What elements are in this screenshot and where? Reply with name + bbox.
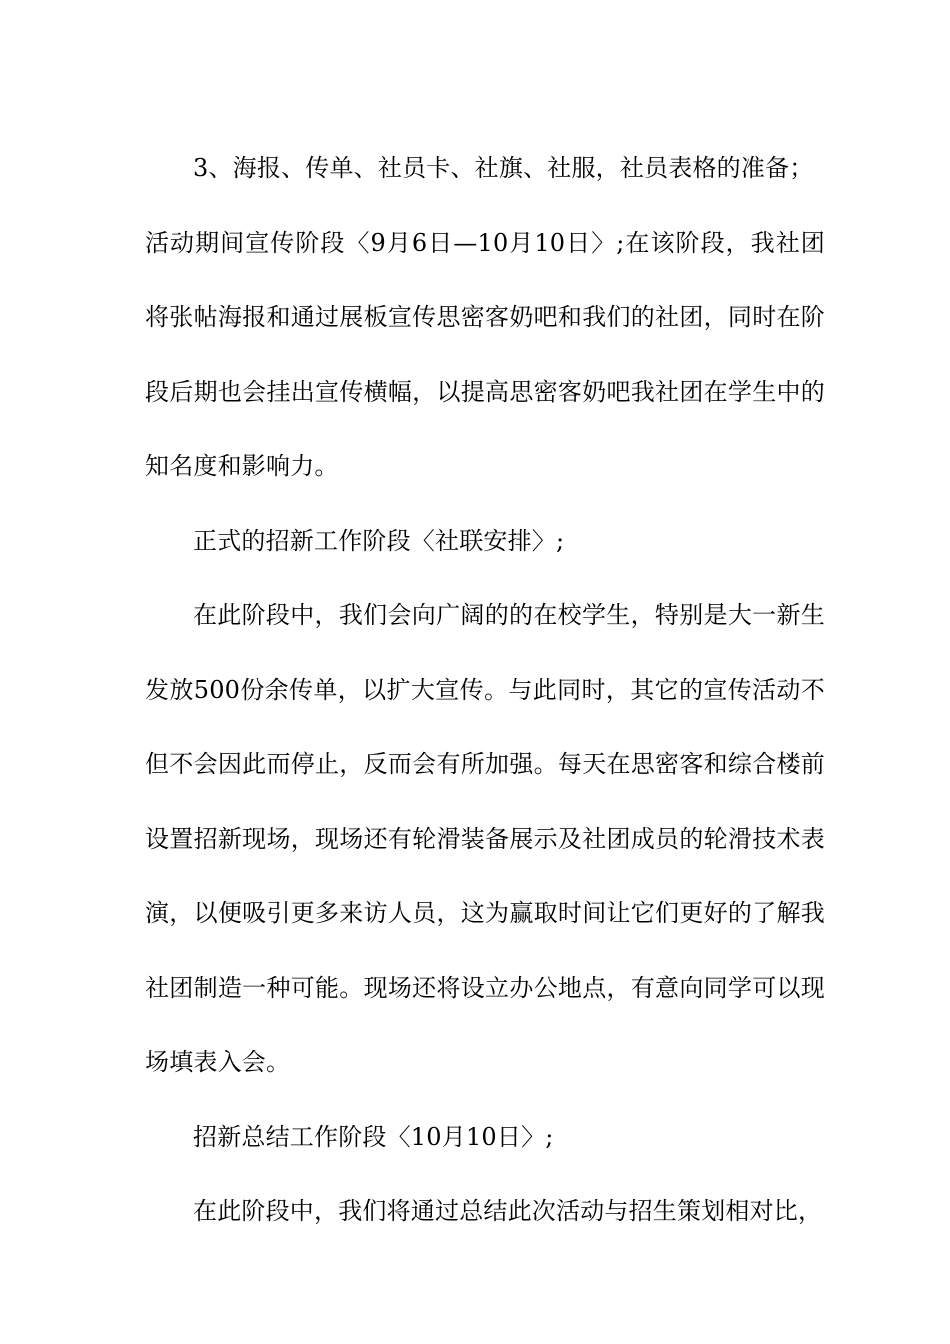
document-body — [145, 131, 825, 1249]
paragraph-recruitment-details: 在此阶段中，我们会向广阔的的在校学生，特别是大一新生发放500份余传单，以扩大宣传。与此同时，其它的宣传活动不但不会因此而停止，反而会有所加强。每天在思密客和综合楼前设置招新现场，现场还有轮滑装备展示及社团成员的轮滑技术表演，以便吸引更多来访人员，这为赢取时间让它们更好的了解我社团制造一种可能。现场还将设立办公地点，有意向同学可以现场填表入会。 — [145, 601, 825, 1076]
paragraph-summary-details: 在此阶段中，我们将通过总结此次活动与招生策划相对比， — [193, 1197, 823, 1225]
paragraph-recruitment-heading: 正式的招新工作阶段〈社联安排〉; — [193, 526, 565, 555]
paragraph-promotion-stage: 活动期间宣传阶段〈9月6日—10月10日〉;在该阶段，我社团将张帖海报和通过展板宣传思密客奶吧和我们的社团，同时在阶段后期也会挂出宣传横幅，以提高思密客奶吧我社团在学生中的知名度和影响力。 — [145, 228, 825, 480]
paragraph-summary-heading: 招新总结工作阶段〈10月10日〉; — [193, 1122, 554, 1151]
paragraph-materials: 3、海报、传单、社员卡、社旗、社服，社员表格的准备； — [193, 154, 814, 182]
